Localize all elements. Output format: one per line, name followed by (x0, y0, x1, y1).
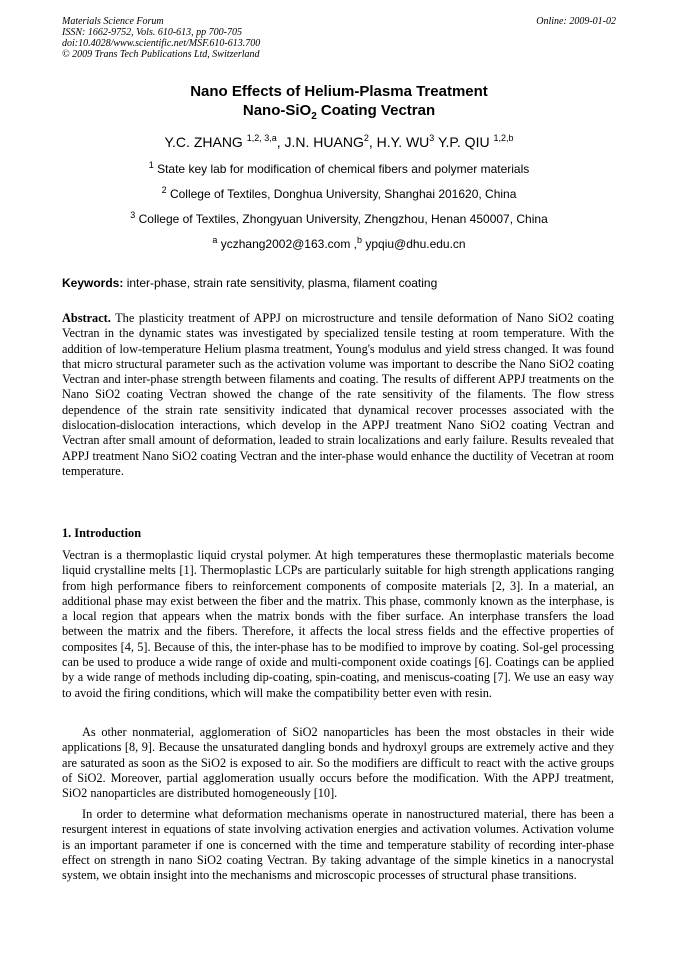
author-list (62, 133, 616, 151)
journal-doi: doi:10.4028/www.scientific.net/MSF.610-613.700 (62, 38, 261, 49)
author-emails (62, 237, 616, 251)
title-line-2-post: Coating Vectran (316, 102, 436, 119)
title-line-1: Nano Effects of Helium-Plasma Treatment (190, 83, 488, 100)
title-line-2 (62, 101, 616, 120)
section-heading-introduction: 1. Introduction (62, 526, 142, 540)
author-1-sup: 1,2, 3,a (246, 133, 277, 143)
journal-issn: ISSN: 1662-9752, Vols. 610-613, pp 700-705 (62, 27, 242, 38)
author-4-sup: 1,2,b (493, 133, 514, 143)
intro-paragraph-2: As other nonmaterial, agglomeration of SiO2 nanoparticles has been the most obstacles in their wide applications [8, 9]. Because the unsaturated dangling bonds and hydroxyl groups are extremely active and they are saturated as soon as the SiO2 is exposed to air. So the modifiers are difficult to react with the active groups of SiO2. Moreover, partial agglomeration usually occurs before the modification. With the APPJ treatment, SiO2 nanoparticles are distributed homogeneously [10]. (62, 725, 614, 801)
author-1: Y.C. ZHANG (164, 134, 247, 150)
email-a[interactable]: yczhang2002@163.com , (217, 237, 357, 251)
keywords (62, 276, 616, 290)
author-2: , J.N. HUANG (276, 134, 364, 150)
affiliation-2 (62, 187, 616, 201)
author-3-sup: 3 (429, 133, 435, 143)
intro-paragraph-3: In order to determine what deformation mechanisms operate in nanostructured material, there has been a resurgent interest in equations of state involving activation energies and activation volumes. Activation volume is an important parameter if one is concerned with the time and temperature stability of recording inter-phase effect on strength in nano SiO2 coating Vectran. By taking advantage of the simple kinetics in a nanocrystal system, we obtain insight into the mechanisms and microscopic processes of structural phase transitions. (62, 807, 614, 883)
affiliation-1-sup: 1 (148, 160, 154, 170)
author-3: , H.Y. WU (368, 134, 430, 150)
author-2-sup: 2 (363, 133, 369, 143)
abstract-text: The plasticity treatment of APPJ on microstructure and tensile deformation of Nano SiO2 coating Vectran in the dynamic states was investigated by specialized tensile testing at room temperature. With the addition of low-temperature Helium plasma treatment, Young's modulus and yield stress changed. It was found that micro structural parameter such as the activation volume was important to describe the Nano SiO2 coating Vectran and inter-phase strength between filaments and coating. The results of different APPJ treatments on the Nano SiO2 coating Vectran showed the change of the rate sensitivity of the filaments. The flow stress dependence of the strain rate sensitivity indicated that dynamical recover processes associated with the dislocation-dislocation interactions, which develop in the APPJ treatment Nano SiO2 coating Vectran and Vectran after small amount of deformation, leaded to strain localizations and early failure. Results revealed that APPJ treatment Nano SiO2 coating Vectran and the inter-phase would enhance the ductility of Vecetran at room temperature. (62, 311, 614, 478)
journal-name: Materials Science Forum (62, 16, 164, 27)
affiliation-1 (62, 162, 616, 176)
journal-copyright: © 2009 Trans Tech Publications Ltd, Switzerland (62, 49, 260, 60)
affiliation-1-text: State key lab for modification of chemical fibers and polymer materials (153, 162, 530, 176)
journal-header (62, 16, 616, 60)
email-b[interactable]: ypqiu@dhu.edu.cn (362, 237, 466, 251)
abstract (62, 311, 614, 479)
title-subscript: 2 (311, 111, 317, 122)
affiliation-2-text: College of Textiles, Donghua University, Shanghai 201620, China (166, 187, 517, 201)
paper-title (62, 82, 616, 120)
intro-paragraph-1: Vectran is a thermoplastic liquid crystal polymer. At high temperatures these thermoplastic materials become liquid crystalline melts [1]. Thermoplastic LCPs are particularly suitable for high strength applications ranging from high performance fibers to reinforcement components of composite materials [2, 3]. In a material, an additional phase may exist between the fiber and the matrix. This phase, commonly known as the interphase, is a local region that appears when the matrix bonds with the fiber surface. An interphase transfers the load between the matrix and the fibers. Therefore, it affects the local stress fields and the effective properties of composites [4, 5]. Because of this, the inter-phase has to be modified to improve by coating. Sol-gel processing can be used to produce a wide range of oxide and multi-component oxide coatings [6]. Coatings can be applied by a wide range of methods including dip-coating, spin-coating, and meniscus-coating [7]. We use an easy way to avoid the firing conditions, which will make the compatibility better even with resin. (62, 548, 614, 700)
affiliation-2-sup: 2 (161, 185, 167, 195)
abstract-label: Abstract. (62, 311, 111, 325)
affiliation-3-text: College of Textiles, Zhongyuan University, Zhengzhou, Henan 450007, China (135, 212, 548, 226)
affiliation-3 (62, 212, 616, 226)
author-4: Y.P. QIU (434, 134, 494, 150)
email-a-sup: a (212, 235, 218, 245)
title-line-2-pre: Nano-SiO (242, 102, 312, 119)
affiliation-3-sup: 3 (130, 210, 136, 220)
email-b-sup: b (357, 235, 363, 245)
online-date: Online: 2009-01-02 (536, 16, 616, 27)
keywords-text: inter-phase, strain rate sensitivity, plasma, filament coating (123, 276, 438, 290)
keywords-label: Keywords: (62, 276, 124, 290)
